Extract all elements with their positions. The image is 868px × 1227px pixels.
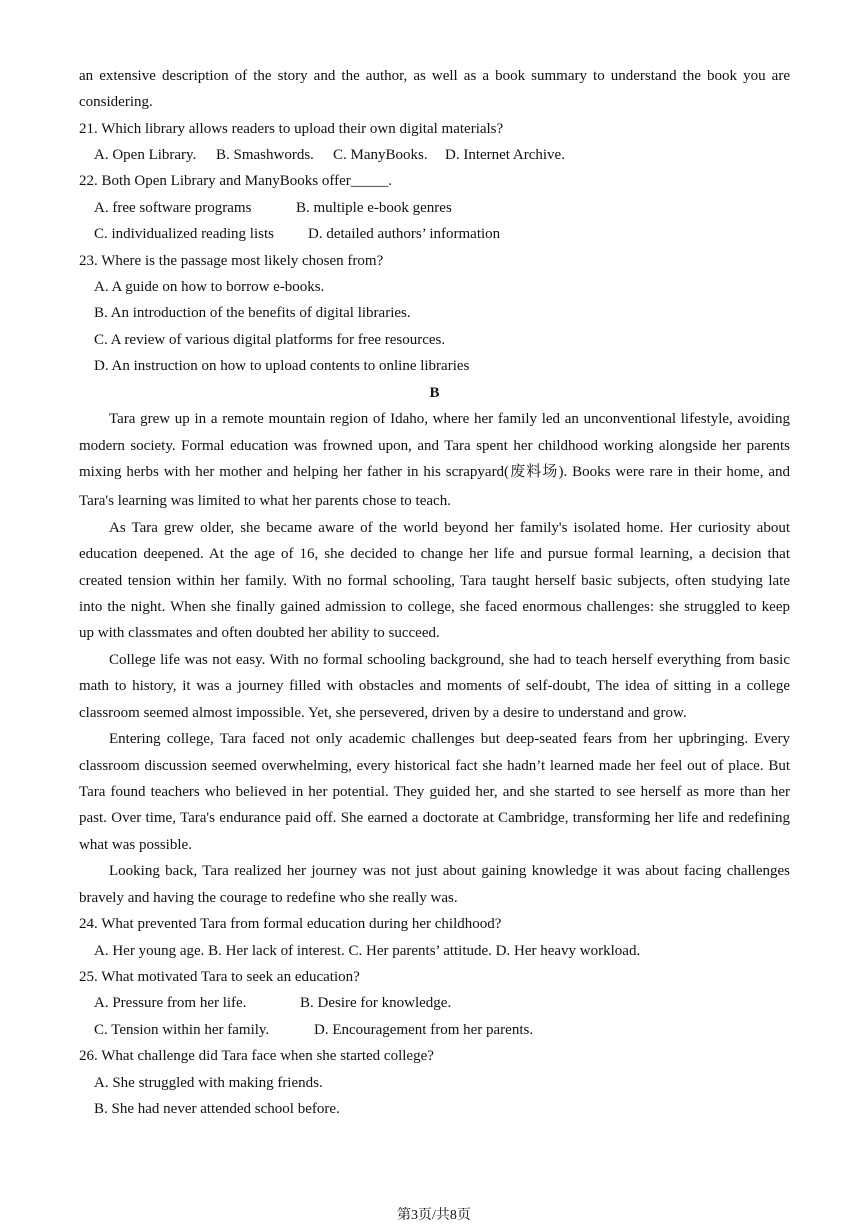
option-a: A. free software programs <box>94 200 252 216</box>
option-a: A. She struggled with making friends. <box>94 1075 323 1091</box>
intro-line: considering. <box>79 94 153 110</box>
question-22-text: 22. Both Open Library and ManyBooks offer <box>79 173 351 189</box>
paragraph-line: mixing herbs with her mother and helping her father in his scrapyard(废料场). Books were rare in their home, and <box>79 464 790 480</box>
option-a: A. Open Library. <box>94 147 197 163</box>
option-d: D. Encouragement from her parents. <box>314 1022 534 1038</box>
option-b: B. Desire for knowledge. <box>300 995 452 1011</box>
question-22-stem <box>79 171 790 191</box>
option-c: C. individualized reading lists <box>94 226 274 242</box>
question-25-options <box>94 993 805 1013</box>
paragraph-line: math to history, it was a journey filled with obstacles and moments of self-doubt, The idea of sitting in a college <box>79 678 790 694</box>
option-c: C. A review of various digital platforms for free resources. <box>94 332 446 348</box>
paragraph-line: Tara grew up in a remote mountain region of Idaho, where her family led an unconventional lifestyle, avoiding <box>109 411 790 427</box>
option-a: A. A guide on how to borrow e-books. <box>94 279 325 295</box>
paragraph-line: what was possible. <box>79 837 192 853</box>
paragraph-line: created tension within her family. With no formal schooling, Tara taught herself basic subjects, often studying late <box>79 573 790 589</box>
question-21-stem: 21. Which library allows readers to upload their own digital materials? <box>79 121 504 137</box>
question-25-stem: 25. What motivated Tara to seek an education? <box>79 969 360 985</box>
paragraph-line: Tara's learning was limited to what her parents chose to teach. <box>79 493 451 509</box>
question-21-options <box>94 145 805 165</box>
option-d: D. detailed authors’ information <box>308 226 501 242</box>
paragraph-line: Entering college, Tara faced not only academic challenges but deep-seated fears from her upbringing. Every <box>109 731 790 747</box>
question-22-blank: _____. <box>350 173 393 189</box>
question-25-options <box>94 1020 805 1040</box>
option-b: B. multiple e-book genres <box>296 200 452 216</box>
paragraph-line: classroom seemed almost impossible. Yet, she persevered, driven by a desire to understand and grow. <box>79 705 687 721</box>
question-23-stem: 23. Where is the passage most likely chosen from? <box>79 253 384 269</box>
option-d: D. Internet Archive. <box>445 147 565 163</box>
paragraph-line: Tara found teachers who believed in her potential. They guided her, and she started to see herself as more than her <box>79 784 790 800</box>
question-22-options <box>94 198 805 218</box>
paragraph-line: into the night. When she finally gained admission to college, she faced enormous challenges: she struggled to keep <box>79 599 790 615</box>
paragraph-line: Looking back, Tara realized her journey was not just about gaining knowledge it was about facing challenges <box>109 863 790 879</box>
page-number: 第3页/共8页 <box>397 1208 471 1223</box>
paragraph-line: College life was not easy. With no formal schooling background, she had to teach herself everything from basic <box>109 652 790 668</box>
paragraph-line: modern society. Formal education was frowned upon, and Tara spent her childhood working alongside her parents <box>79 438 790 454</box>
option-b: B. Smashwords. <box>216 147 314 163</box>
option-c: C. Tension within her family. <box>94 1022 270 1038</box>
paragraph-line: education deepened. At the age of 16, she decided to change her life and pursue formal learning, a decision that <box>79 546 790 562</box>
option-c: C. ManyBooks. <box>333 147 428 163</box>
paragraph-line: bravely and having the courage to redefine who she really was. <box>79 890 458 906</box>
option-b: B. She had never attended school before. <box>94 1101 340 1117</box>
section-title: B <box>429 385 440 401</box>
option-d: D. An instruction on how to upload contents to online libraries <box>94 358 470 374</box>
paragraph-line: As Tara grew older, she became aware of the world beyond her family's isolated home. Her curiosity about <box>109 520 790 536</box>
intro-line: an extensive description of the story and the author, as well as a book summary to understand the book you are <box>79 68 790 84</box>
question-26-stem: 26. What challenge did Tara face when she started college? <box>79 1048 434 1064</box>
question-22-options <box>94 224 805 244</box>
question-24-options: A. Her young age. B. Her lack of interest. C. Her parents’ attitude. D. Her heavy workload. <box>94 943 641 959</box>
option-b: B. An introduction of the benefits of digital libraries. <box>94 305 411 321</box>
question-24-stem: 24. What prevented Tara from formal education during her childhood? <box>79 916 502 932</box>
paragraph-line: up with classmates and often doubted her ability to succeed. <box>79 625 440 641</box>
paragraph-line: past. Over time, Tara's endurance paid off. She earned a doctorate at Cambridge, transforming her life and redefining <box>79 810 790 826</box>
option-a: A. Pressure from her life. <box>94 995 247 1011</box>
paragraph-line: classroom discussion seemed overwhelming, every historical fact she hadn’t learned made her feel out of place. But <box>79 758 790 774</box>
